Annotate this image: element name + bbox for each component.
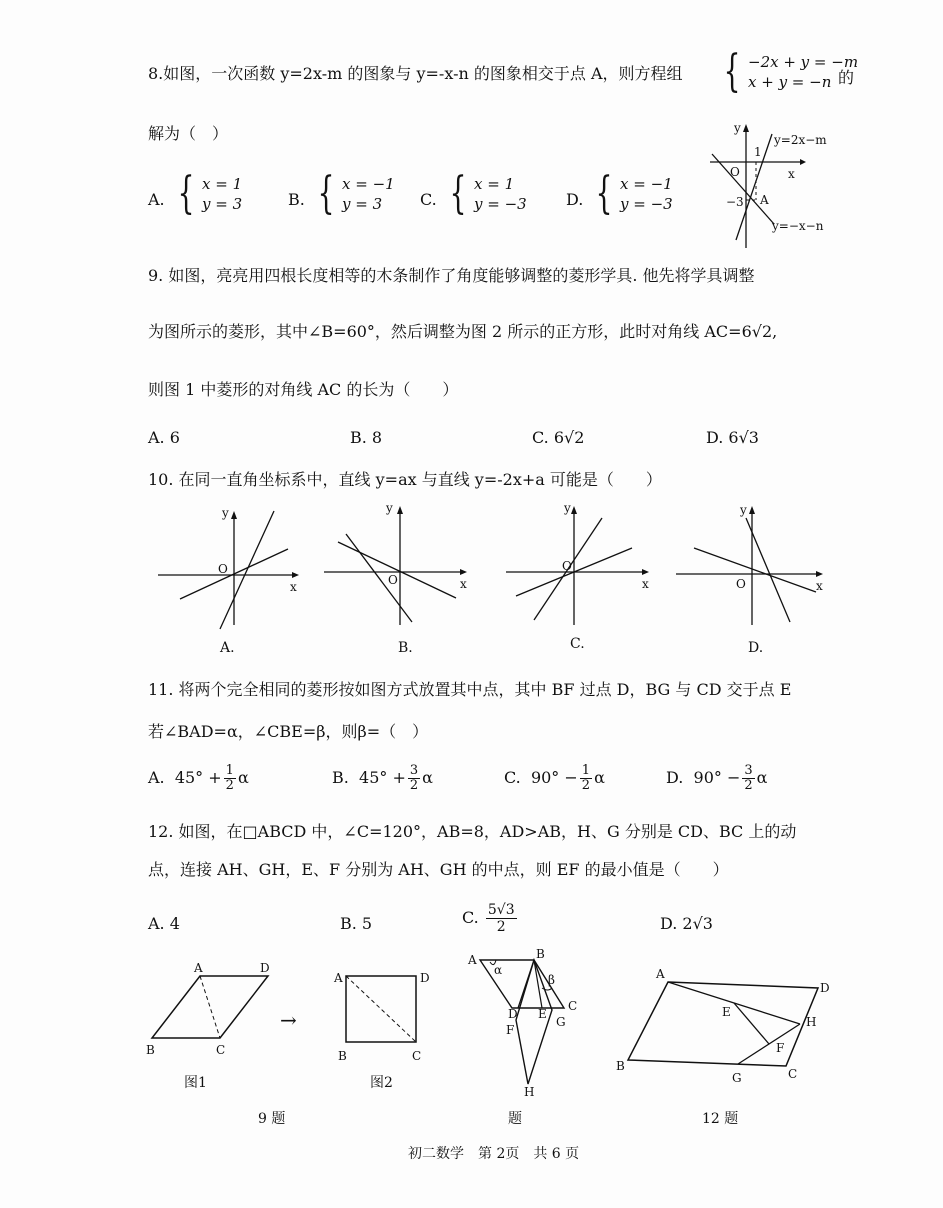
q10c-x-label: x <box>642 577 649 591</box>
q8-label-l1: y=2x−m <box>774 133 827 147</box>
q10-label-d: D. <box>748 640 764 656</box>
fig11-label-a: A <box>468 953 477 967</box>
fig11-label-h: H <box>524 1085 535 1099</box>
q10-label-c: C. <box>570 636 585 652</box>
q8-stem2: 解为（ ） <box>148 124 229 143</box>
fig1-outline <box>152 976 268 1038</box>
q11-caption: 题 <box>508 1111 522 1127</box>
q8-option-a: { x = 1 y = 3 <box>177 168 243 219</box>
fig1-caption: 图1 <box>184 1075 207 1091</box>
q11-option-b: B. 45° + $\frac{3}{2}$ α <box>332 763 433 793</box>
q10b-o-label: O <box>388 573 398 587</box>
q10b-y-label: y <box>386 501 393 515</box>
fig1-label-b: B <box>146 1043 155 1057</box>
fig12-label-e: E <box>722 1005 731 1019</box>
fig2-caption: 图2 <box>370 1075 393 1091</box>
q12-line2: 点，连接 AH、GH，E、F 分别为 AH、GH 的中点，则 EF 的最小值是（ ） <box>148 860 729 879</box>
q12-option-d: D. 2√3 <box>660 914 713 933</box>
fig1-label-d: D <box>260 961 270 975</box>
q8-option-c: { x = 1 y = −3 <box>449 168 527 219</box>
q8-c-r1: x = 1 <box>474 175 515 193</box>
fig2-label-a: A <box>334 971 343 985</box>
q8-label-a: A <box>760 193 769 207</box>
q12-option-b: B. 5 <box>340 914 373 933</box>
q8-a-r2: y = 3 <box>202 195 243 213</box>
q10b-x-label: x <box>460 577 467 591</box>
q8-label-y: y <box>734 121 741 135</box>
q10d-y-label: y <box>740 503 747 517</box>
q8-graph <box>700 120 850 250</box>
fig11-label-b: B <box>536 947 545 961</box>
fig1-label-c: C <box>216 1043 226 1057</box>
q12-line1: 12. 如图，在□ABCD 中，∠C=120°，AB=8，AD>AB，H、G 分别是 CD、BC 上的动 <box>148 822 797 841</box>
fig12-label-a: A <box>656 967 665 981</box>
q10-graph-d <box>676 500 826 625</box>
q8-eq2: x + y = −n <box>748 73 832 91</box>
q10d-x-label: x <box>816 579 823 593</box>
fig12-outline <box>628 982 818 1066</box>
q9-line1: 9. 如图，亮亮用四根长度相等的木条制作了角度能够调整的菱形学具. 他先将学具调整 <box>148 266 755 285</box>
q10d-o-label: O <box>736 577 746 591</box>
q8-label-x: x <box>788 167 795 181</box>
q10-stem: 10. 在同一直角坐标系中，直线 y=ax 与直线 y=-2x+a 可能是（ ） <box>148 470 662 489</box>
fig2-square <box>330 964 440 1064</box>
q8-stem: 8.如图，一次函数 y=2x-m 的图象与 y=-x-n 的图象相交于点 A，则方程组 <box>148 64 683 83</box>
fig11-label-g: G <box>556 1015 566 1029</box>
fig12-label-b: B <box>616 1059 625 1073</box>
q8-a-r1: x = 1 <box>202 175 243 193</box>
q8-option-b-label: B. <box>288 190 305 209</box>
q8-label-l2: y=−x−n <box>772 219 824 233</box>
q10c-o-label: O <box>562 559 572 573</box>
fig12-label-h: H <box>806 1015 817 1029</box>
q8-b-r1: x = −1 <box>342 175 395 193</box>
q10b-line2 <box>346 534 412 622</box>
q8-line-neg-x-n <box>712 154 774 224</box>
q8-label-one: 1 <box>754 145 762 159</box>
q11-option-c: C. 90° − $\frac{1}{2}$ α <box>504 763 605 793</box>
fig1-label-a: A <box>194 961 203 975</box>
fig2-label-b: B <box>338 1049 347 1063</box>
q10a-line2 <box>220 511 274 629</box>
fig11-label-d: D <box>508 1007 518 1021</box>
fig2-label-d: D <box>420 971 430 985</box>
fig11-label-alpha: α <box>494 963 503 977</box>
q9-option-d: D. 6√3 <box>706 428 759 447</box>
q10-label-a: A. <box>220 640 235 656</box>
q10c-y-label: y <box>564 501 571 515</box>
fig11-bf <box>518 960 534 1008</box>
q8-equation-system: { −2x + y = −m x + y = −n <box>723 46 859 97</box>
q12-option-a: A. 4 <box>148 914 180 933</box>
fig11-label-c: C <box>568 999 578 1013</box>
q10a-x-label: x <box>290 580 297 594</box>
q8-label-o: O <box>730 165 740 179</box>
q8-d-r1: x = −1 <box>620 175 673 193</box>
q10a-o-label: O <box>218 562 228 576</box>
q11-option-d: D. 90° − $\frac{3}{2}$ α <box>666 763 768 793</box>
q12-caption: 12 题 <box>702 1111 739 1127</box>
fig2-diagonal <box>346 976 416 1042</box>
q8-option-c-label: C. <box>420 190 437 209</box>
q8-stem-end: 的 <box>838 68 855 87</box>
q10-label-b: B. <box>398 640 413 656</box>
fig12-label-f: F <box>776 1041 785 1055</box>
fig11-rhombus2 <box>516 960 552 1084</box>
q10d-line1 <box>694 548 816 592</box>
fig1-diagonal <box>200 976 220 1038</box>
q8-option-d-label: D. <box>566 190 584 209</box>
q10b-line1 <box>338 542 456 598</box>
q8-option-d: { x = −1 y = −3 <box>595 168 673 219</box>
q10-graph-a <box>158 505 308 625</box>
fig12-label-c: C <box>788 1067 798 1081</box>
q8-label-neg3: −3 <box>726 195 744 209</box>
q9-line2: 为图所示的菱形，其中∠B=60°，然后调整为图 2 所示的正方形，此时对角线 AC=6√2, <box>148 322 778 341</box>
q8-eq1: −2x + y = −m <box>748 53 859 71</box>
fig-arrow: → <box>280 1008 297 1032</box>
q8-b-r2: y = 3 <box>342 195 383 213</box>
q11-option-a: A. 45° + $\frac{1}{2}$ α <box>148 763 249 793</box>
fig12-parallelogram <box>612 966 842 1086</box>
q11-line2: 若∠BAD=α，∠CBE=β，则β=（ ） <box>148 722 429 741</box>
q9-line3: 则图 1 中菱形的对角线 AC 的长为（ ） <box>148 380 459 399</box>
page-footer: 初二数学 第 2页 共 6 页 <box>408 1146 580 1162</box>
fig11-label-e: E <box>538 1007 547 1021</box>
fig11-label-f: F <box>506 1023 515 1037</box>
q9-option-a: A. 6 <box>148 428 180 447</box>
q9-option-c: C. 6√2 <box>532 428 585 447</box>
fig2-label-c: C <box>412 1049 422 1063</box>
q8-option-b: { x = −1 y = 3 <box>317 168 395 219</box>
q11-line1: 11. 将两个完全相同的菱形按如图方式放置其中点，其中 BF 过点 D，BG 与 CD 交于点 E <box>148 680 792 699</box>
fig12-label-g: G <box>732 1071 742 1085</box>
fig1-rhombus <box>140 961 280 1064</box>
fig11-rhombi <box>460 948 600 1098</box>
q9-caption: 9 题 <box>258 1111 286 1127</box>
q8-option-a-label: A. <box>148 190 165 209</box>
q9-option-b: B. 8 <box>350 428 383 447</box>
q10-graph-c <box>506 500 656 625</box>
q10-graph-b <box>324 500 474 625</box>
q10a-y-label: y <box>222 506 229 520</box>
q8-c-r2: y = −3 <box>474 195 527 213</box>
fig12-label-d: D <box>820 981 830 995</box>
q8-d-r2: y = −3 <box>620 195 673 213</box>
q12-option-c: C. $\frac{5√3}{2}$ <box>462 902 515 935</box>
fig11-label-beta: β <box>548 973 555 987</box>
